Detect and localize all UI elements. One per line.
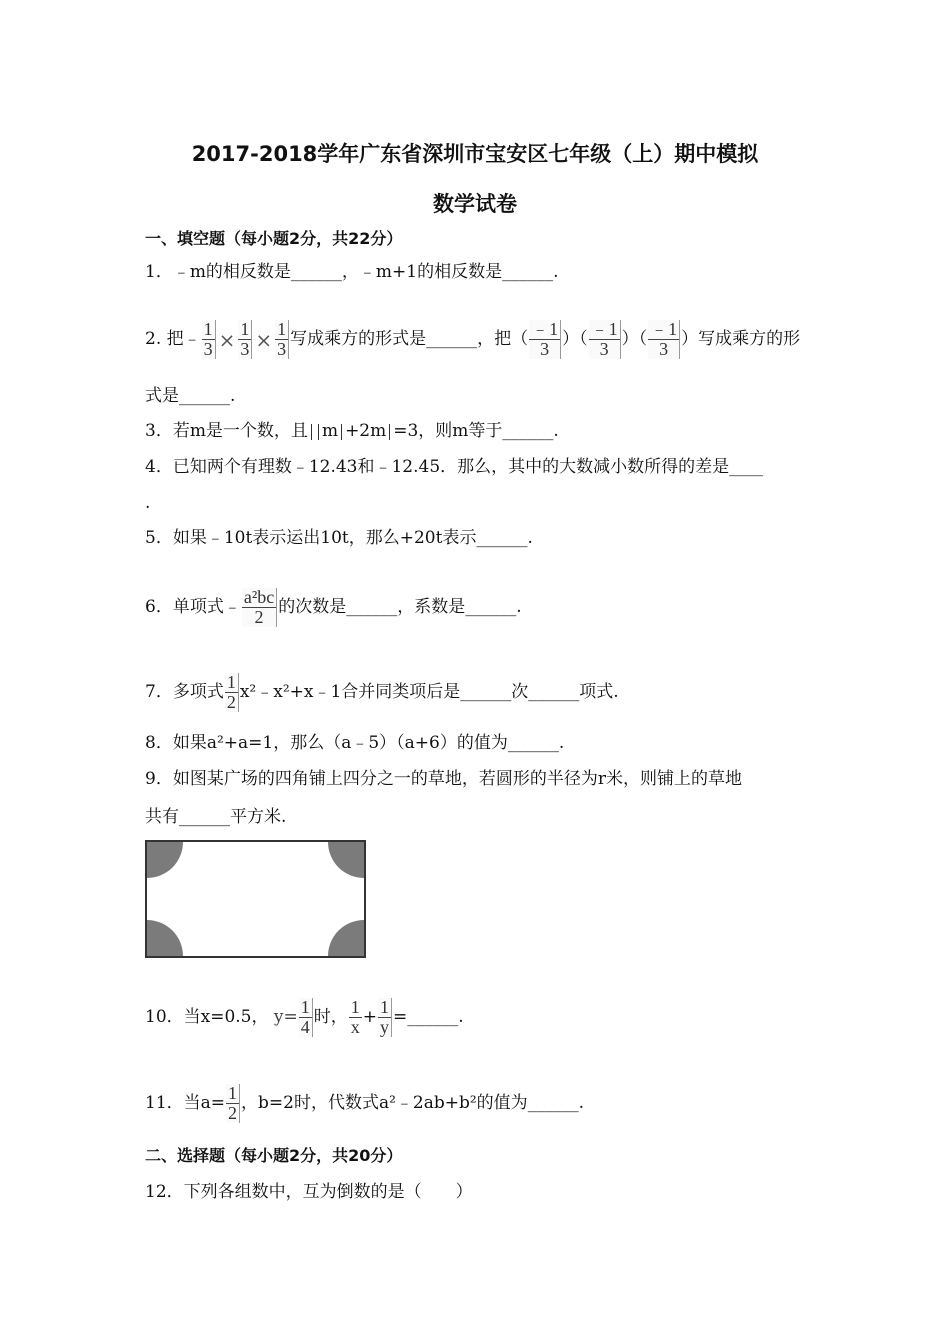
- plus-sign: +: [362, 1007, 378, 1027]
- q3-suffix: =3，则m等于______.: [393, 421, 559, 441]
- quarter-circle-top-left: [145, 840, 183, 878]
- q11-prefix: 11．当a=: [145, 1093, 226, 1113]
- paren-pair: ）（: [562, 329, 588, 349]
- abs-bar: [341, 424, 342, 440]
- q2-suffix: ）写成乘方的形: [681, 329, 801, 349]
- question-12: 12．下列各组数中，互为倒数的是（ ）: [145, 1182, 473, 1202]
- fraction-one-quarter: $\frac{1}{4}$: [299, 998, 313, 1037]
- fraction-a2bc-over-2: $\frac{\text{a²bc}}{2}$: [242, 588, 277, 627]
- q3-prefix: 3．若m是一个数，且: [145, 421, 308, 441]
- fraction-one-third: $\frac{1}{3}$: [238, 320, 252, 359]
- q10-y-label: y=: [273, 1007, 298, 1027]
- question-5: 5．如果﹣10t表示运出10t，那么+20t表示______.: [145, 528, 533, 548]
- q10-middle: 时，: [313, 1007, 348, 1027]
- q10-prefix: 10．当x=0.5，: [145, 1007, 269, 1027]
- question-3: [145, 420, 559, 442]
- fraction-neg-one-third: $\frac{﹣1}{3}$: [529, 320, 561, 359]
- q3-term: +2m: [345, 421, 387, 441]
- page-title: 2017-2018学年广东省深圳市宝安区七年级（上）期中模拟: [191, 142, 759, 166]
- q6-prefix: 6．单项式﹣: [145, 597, 241, 617]
- q11-suffix: ，b=2时，代数式a²﹣2ab+b²的值为______.: [241, 1093, 585, 1113]
- question-4-continued: .: [145, 493, 151, 513]
- fraction-one-over-y: $\frac{1}{y}$: [378, 998, 392, 1037]
- question-11: [145, 1084, 584, 1123]
- square-plaza-figure: [145, 840, 366, 958]
- fraction-one-third: $\frac{1}{3}$: [275, 320, 289, 359]
- question-7: [145, 673, 619, 712]
- question-6: [145, 588, 522, 627]
- q10-suffix: =______.: [393, 1007, 464, 1027]
- fraction-neg-one-third: $\frac{﹣1}{3}$: [589, 320, 621, 359]
- quarter-circle-bottom-right: [328, 920, 366, 958]
- page-subtitle: 数学试卷: [433, 192, 517, 216]
- times-sign: ×: [255, 327, 273, 352]
- question-2-continued: 式是______.: [145, 386, 236, 406]
- paren-pair: ）（: [621, 329, 648, 349]
- q7-suffix: x²﹣x²+x﹣1合并同类项后是______次______项式.: [239, 682, 619, 702]
- question-4: 4．已知两个有理数﹣12.43和﹣12.45．那么，其中的大数减小数所得的差是____: [145, 457, 764, 477]
- abs-bar: [311, 424, 312, 440]
- q6-suffix: 的次数是______，系数是______.: [278, 597, 522, 617]
- q2-prefix: 2. 把﹣: [145, 329, 201, 349]
- question-1: 1．﹣m的相反数是______，﹣m+1的相反数是______.: [145, 262, 559, 282]
- question-8: 8．如果a²+a=1，那么（a﹣5）（a+6）的值为______.: [145, 733, 565, 753]
- abs-bar: [389, 424, 390, 440]
- question-9-continued: 共有______平方米.: [145, 807, 287, 827]
- abs-bar: [318, 424, 319, 440]
- section-choice-heading: 二、选择题（每小题2分，共20分）: [145, 1146, 403, 1165]
- fraction-one-over-x: $\frac{1}{x}$: [350, 997, 360, 1037]
- fraction-one-half: $\frac{1}{2}$: [226, 1084, 240, 1123]
- q7-prefix: 7．多项式: [145, 682, 224, 702]
- question-10: [145, 998, 464, 1037]
- times-sign: ×: [218, 327, 236, 352]
- fraction-neg-one-third: $\frac{﹣1}{3}$: [648, 320, 680, 359]
- quarter-circle-bottom-left: [145, 920, 183, 958]
- question-9: 9．如图某广场的四角铺上四分之一的草地，若圆形的半径为r米，则铺上的草地: [145, 769, 742, 789]
- quarter-circle-top-right: [328, 840, 366, 878]
- question-2: [145, 320, 800, 359]
- fraction-one-third: $\frac{1}{3}$: [202, 320, 216, 359]
- q3-variable: m: [321, 421, 339, 441]
- section-fill-in-heading: 一、填空题（每小题2分，共22分）: [145, 229, 403, 248]
- fraction-one-half: $\frac{1}{2}$: [225, 673, 239, 712]
- q2-middle: 写成乘方的形式是______，把（: [290, 329, 529, 349]
